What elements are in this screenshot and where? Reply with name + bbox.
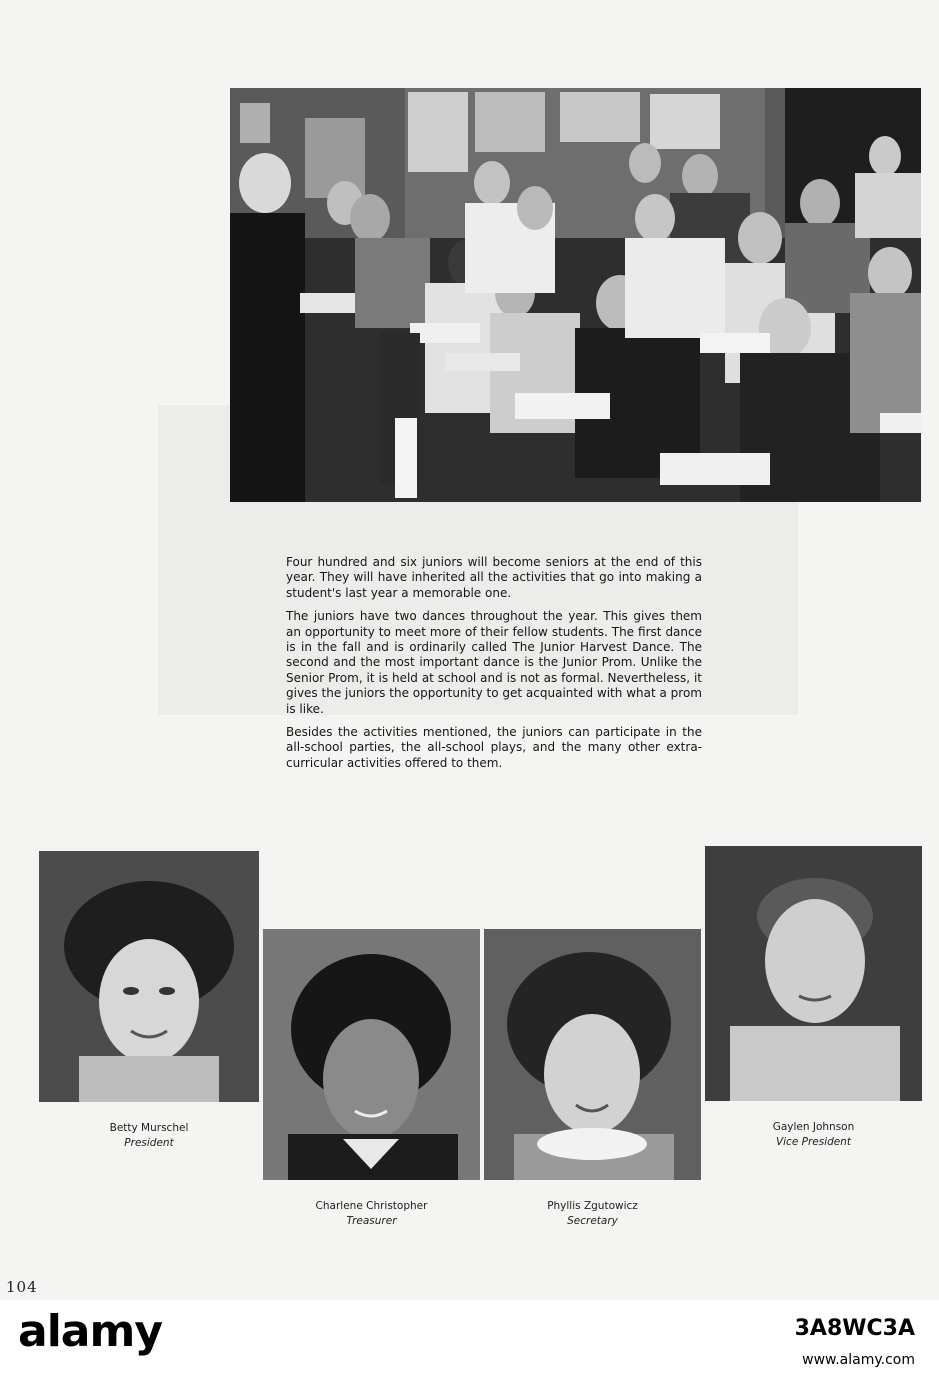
officer-name: Betty Murschel — [109, 1122, 189, 1134]
watermark-image-id: 3A8WC3A — [794, 1316, 915, 1341]
caption-treasurer — [263, 1199, 480, 1229]
portrait-treasurer-graphic — [263, 929, 480, 1180]
officer-name: Phyllis Zgutowicz — [547, 1200, 638, 1212]
page-number: 104 — [6, 1278, 38, 1296]
officer-name: Gaylen Johnson — [772, 1121, 855, 1133]
classroom-photo-graphic — [230, 88, 921, 502]
article-text — [286, 555, 702, 779]
article-paragraph-3: Besides the activities mentioned, the juniors can participate in the all-school parties, the all-school plays, and the many other extra-curricular activities offered to them. — [286, 725, 702, 770]
watermark-logo: alamy — [18, 1306, 162, 1357]
officer-role: Vice President — [775, 1136, 852, 1148]
caption-vice-president — [705, 1120, 922, 1150]
officer-role: Treasurer — [346, 1215, 397, 1227]
classroom-photo — [230, 88, 921, 502]
officer-role: President — [124, 1137, 174, 1149]
portrait-vice-president-graphic — [705, 846, 922, 1101]
portrait-treasurer — [263, 929, 480, 1180]
portrait-secretary — [484, 929, 701, 1180]
portrait-secretary-graphic — [484, 929, 701, 1180]
officer-name: Charlene Christopher — [315, 1200, 428, 1212]
watermark-url: www.alamy.com — [802, 1352, 915, 1368]
caption-secretary — [484, 1199, 701, 1229]
officer-role: Secretary — [567, 1215, 618, 1227]
portrait-president-graphic — [39, 851, 259, 1102]
portrait-president — [39, 851, 259, 1102]
article-paragraph-2: The juniors have two dances throughout the year. This gives them an opportunity to meet more of their fellow students. The first dance is in the fall and is ordinarily called The Junior Harvest Dance. The second and the most important dance is the Junior Prom. Unlike the Senior Prom, it is held at school and is not as formal. Nevertheless, it gives the juniors the opportunity to get acquainted with what a prom is like. — [286, 609, 702, 716]
article-paragraph-1: Four hundred and six juniors will become seniors at the end of this year. They will have inherited all the activities that go into making a student's last year a memorable one. — [286, 555, 702, 600]
caption-president — [39, 1121, 259, 1151]
portrait-vice-president — [705, 846, 922, 1101]
